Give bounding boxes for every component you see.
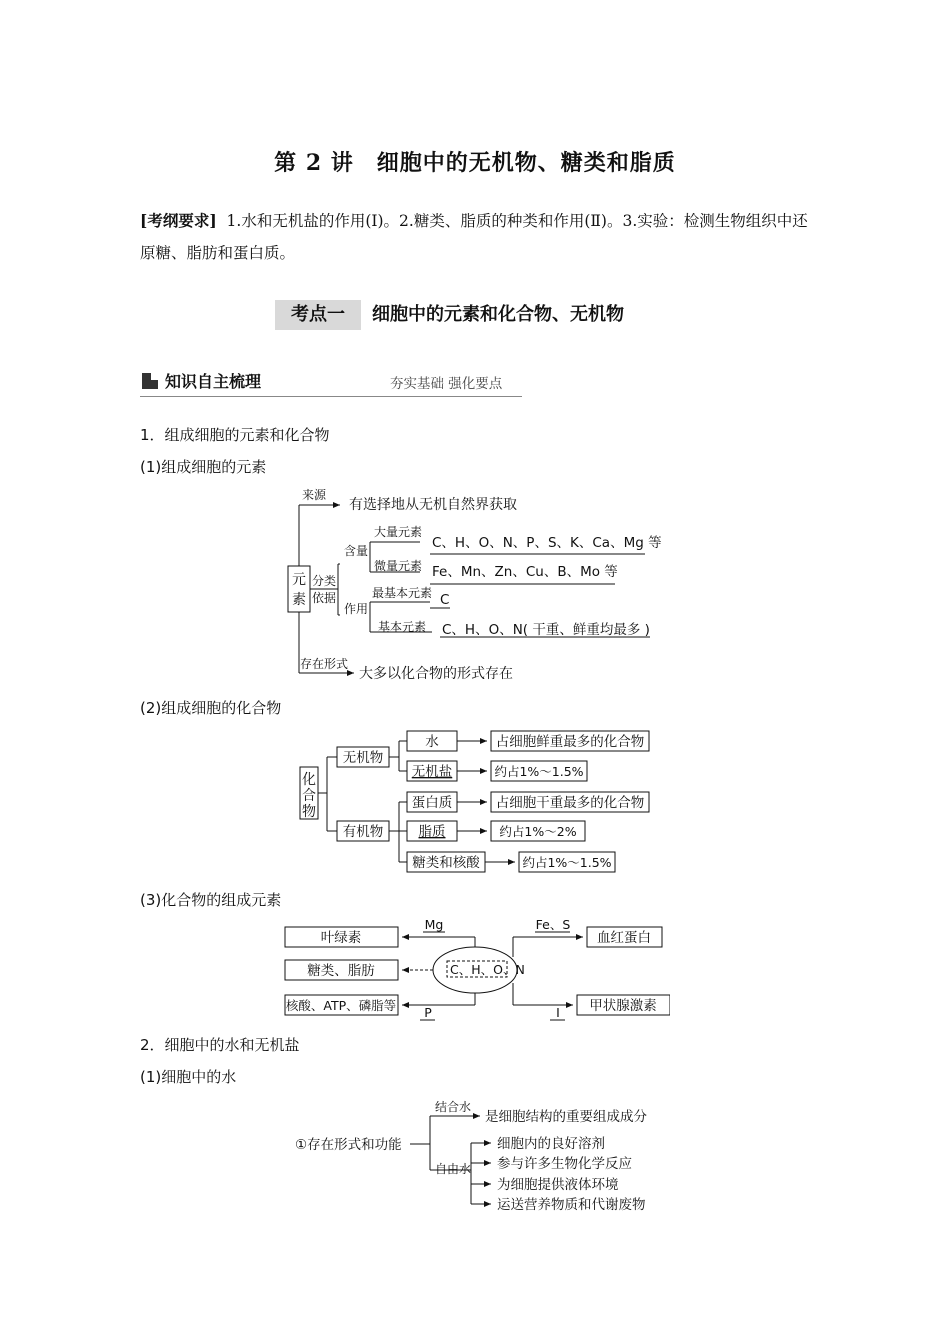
section-subtitle: 夯实基础 强化要点 xyxy=(390,376,503,392)
hemoglobin: 血红蛋白 xyxy=(597,930,651,946)
micro-label: 微量元素 xyxy=(374,559,423,573)
macro-label: 大量元素 xyxy=(374,525,423,539)
free-item: 细胞内的良好溶剂 xyxy=(497,1136,605,1152)
micro-text: Fe、Mn、Zn、Cu、B、Mo 等 xyxy=(432,564,618,580)
lipid-desc: 约占1%～2% xyxy=(499,824,577,839)
basic-label: 基本元素 xyxy=(378,620,427,634)
kaodian-label: 考点一 xyxy=(275,300,361,330)
form-label: 存在形式 xyxy=(300,657,349,671)
heading-1: 1．组成细胞的元素和化合物 xyxy=(140,426,330,444)
salt-desc: 约占1%～1.5% xyxy=(494,764,584,779)
basic-text: C、H、O、N( 干重、鲜重均最多 ) xyxy=(442,622,650,638)
inorganic-label: 无机物 xyxy=(342,750,384,766)
page-title: 第 2 讲 细胞中的无机物、糖类和脂质 xyxy=(274,150,676,176)
lipid-label: 脂质 xyxy=(418,824,446,840)
macro-text: C、H、O、N、P、S、K、Ca、Mg 等 xyxy=(432,535,662,551)
heading-2: 2．细胞中的水和无机盐 xyxy=(140,1036,300,1054)
requirements-tag: [考纲要求] xyxy=(140,211,217,230)
form-text: 大多以化合物的形式存在 xyxy=(359,666,513,682)
sugar-desc: 约占1%～1.5% xyxy=(522,855,612,870)
nucleic: 核酸、ATP、磷脂等 xyxy=(285,998,397,1013)
bound-label: 结合水 xyxy=(435,1100,472,1114)
sugar-label: 糖类和核酸 xyxy=(412,855,480,871)
root-char-1: 化 xyxy=(302,772,316,788)
chlorophyll: 叶绿素 xyxy=(320,930,362,946)
free-label: 自由水 xyxy=(435,1162,472,1176)
mg-label: Mg xyxy=(424,917,444,932)
kaodian-title: 细胞中的元素和化合物、无机物 xyxy=(372,304,624,325)
center-chno xyxy=(450,962,525,977)
root-char-2: 素 xyxy=(292,592,306,608)
element-composition-diagram xyxy=(280,915,670,1025)
role-label: 作用 xyxy=(344,602,369,616)
water-root: ①存在形式和功能 xyxy=(295,1137,402,1153)
free-item: 运送营养物质和代谢废物 xyxy=(497,1197,646,1213)
organic-label: 有机物 xyxy=(342,824,384,840)
subheading-3: (3)化合物的组成元素 xyxy=(140,891,282,909)
center-inner: C、H、O xyxy=(450,962,503,977)
water-desc: 占细胞鲜重最多的化合物 xyxy=(495,734,645,750)
fes-label: Fe、S xyxy=(535,917,571,932)
classify-1: 分类 xyxy=(312,574,337,588)
center-n: 、N xyxy=(502,962,525,977)
free-item: 为细胞提供液体环境 xyxy=(497,1177,619,1193)
water-label: 水 xyxy=(425,734,439,750)
bound-text: 是细胞结构的重要组成成分 xyxy=(485,1109,647,1125)
classify-2: 依据 xyxy=(312,591,337,605)
protein-desc: 占细胞干重最多的化合物 xyxy=(495,795,645,811)
thyroxine: 甲状腺激素 xyxy=(589,998,657,1014)
section-title: 知识自主梳理 xyxy=(165,372,262,391)
section-divider xyxy=(140,396,522,397)
water-diagram xyxy=(295,1098,665,1218)
subheading-2: (2)组成细胞的化合物 xyxy=(140,699,282,717)
most-basic-label: 最基本元素 xyxy=(372,586,433,600)
requirements xyxy=(140,205,820,269)
i-label: I xyxy=(556,1005,560,1020)
requirements-text: 1.水和无机盐的作用(Ⅰ)。2.糖类、脂质的种类和作用(Ⅱ)。3.实验：检测生物组织中还原糖、脂肪和蛋白质。 xyxy=(140,212,808,262)
source-label: 来源 xyxy=(302,488,327,502)
compounds-diagram xyxy=(295,725,655,880)
source-text: 有选择地从无机自然界获取 xyxy=(349,497,517,513)
root-char-3: 物 xyxy=(302,804,316,820)
content-label: 含量 xyxy=(344,544,369,558)
protein-label: 蛋白质 xyxy=(411,795,453,811)
elements-diagram xyxy=(270,484,690,689)
salt-label: 无机盐 xyxy=(411,764,453,780)
root-char-2: 合 xyxy=(302,788,316,804)
section-square-icon xyxy=(142,373,158,389)
subheading-4: (1)细胞中的水 xyxy=(140,1068,237,1086)
most-basic-text: C xyxy=(440,592,450,608)
root-char-1: 元 xyxy=(292,572,306,588)
subheading-1: (1)组成细胞的元素 xyxy=(140,458,267,476)
free-item: 参与许多生物化学反应 xyxy=(497,1156,632,1172)
sugar-fat: 糖类、脂肪 xyxy=(307,963,375,979)
p-label: P xyxy=(424,1005,432,1020)
